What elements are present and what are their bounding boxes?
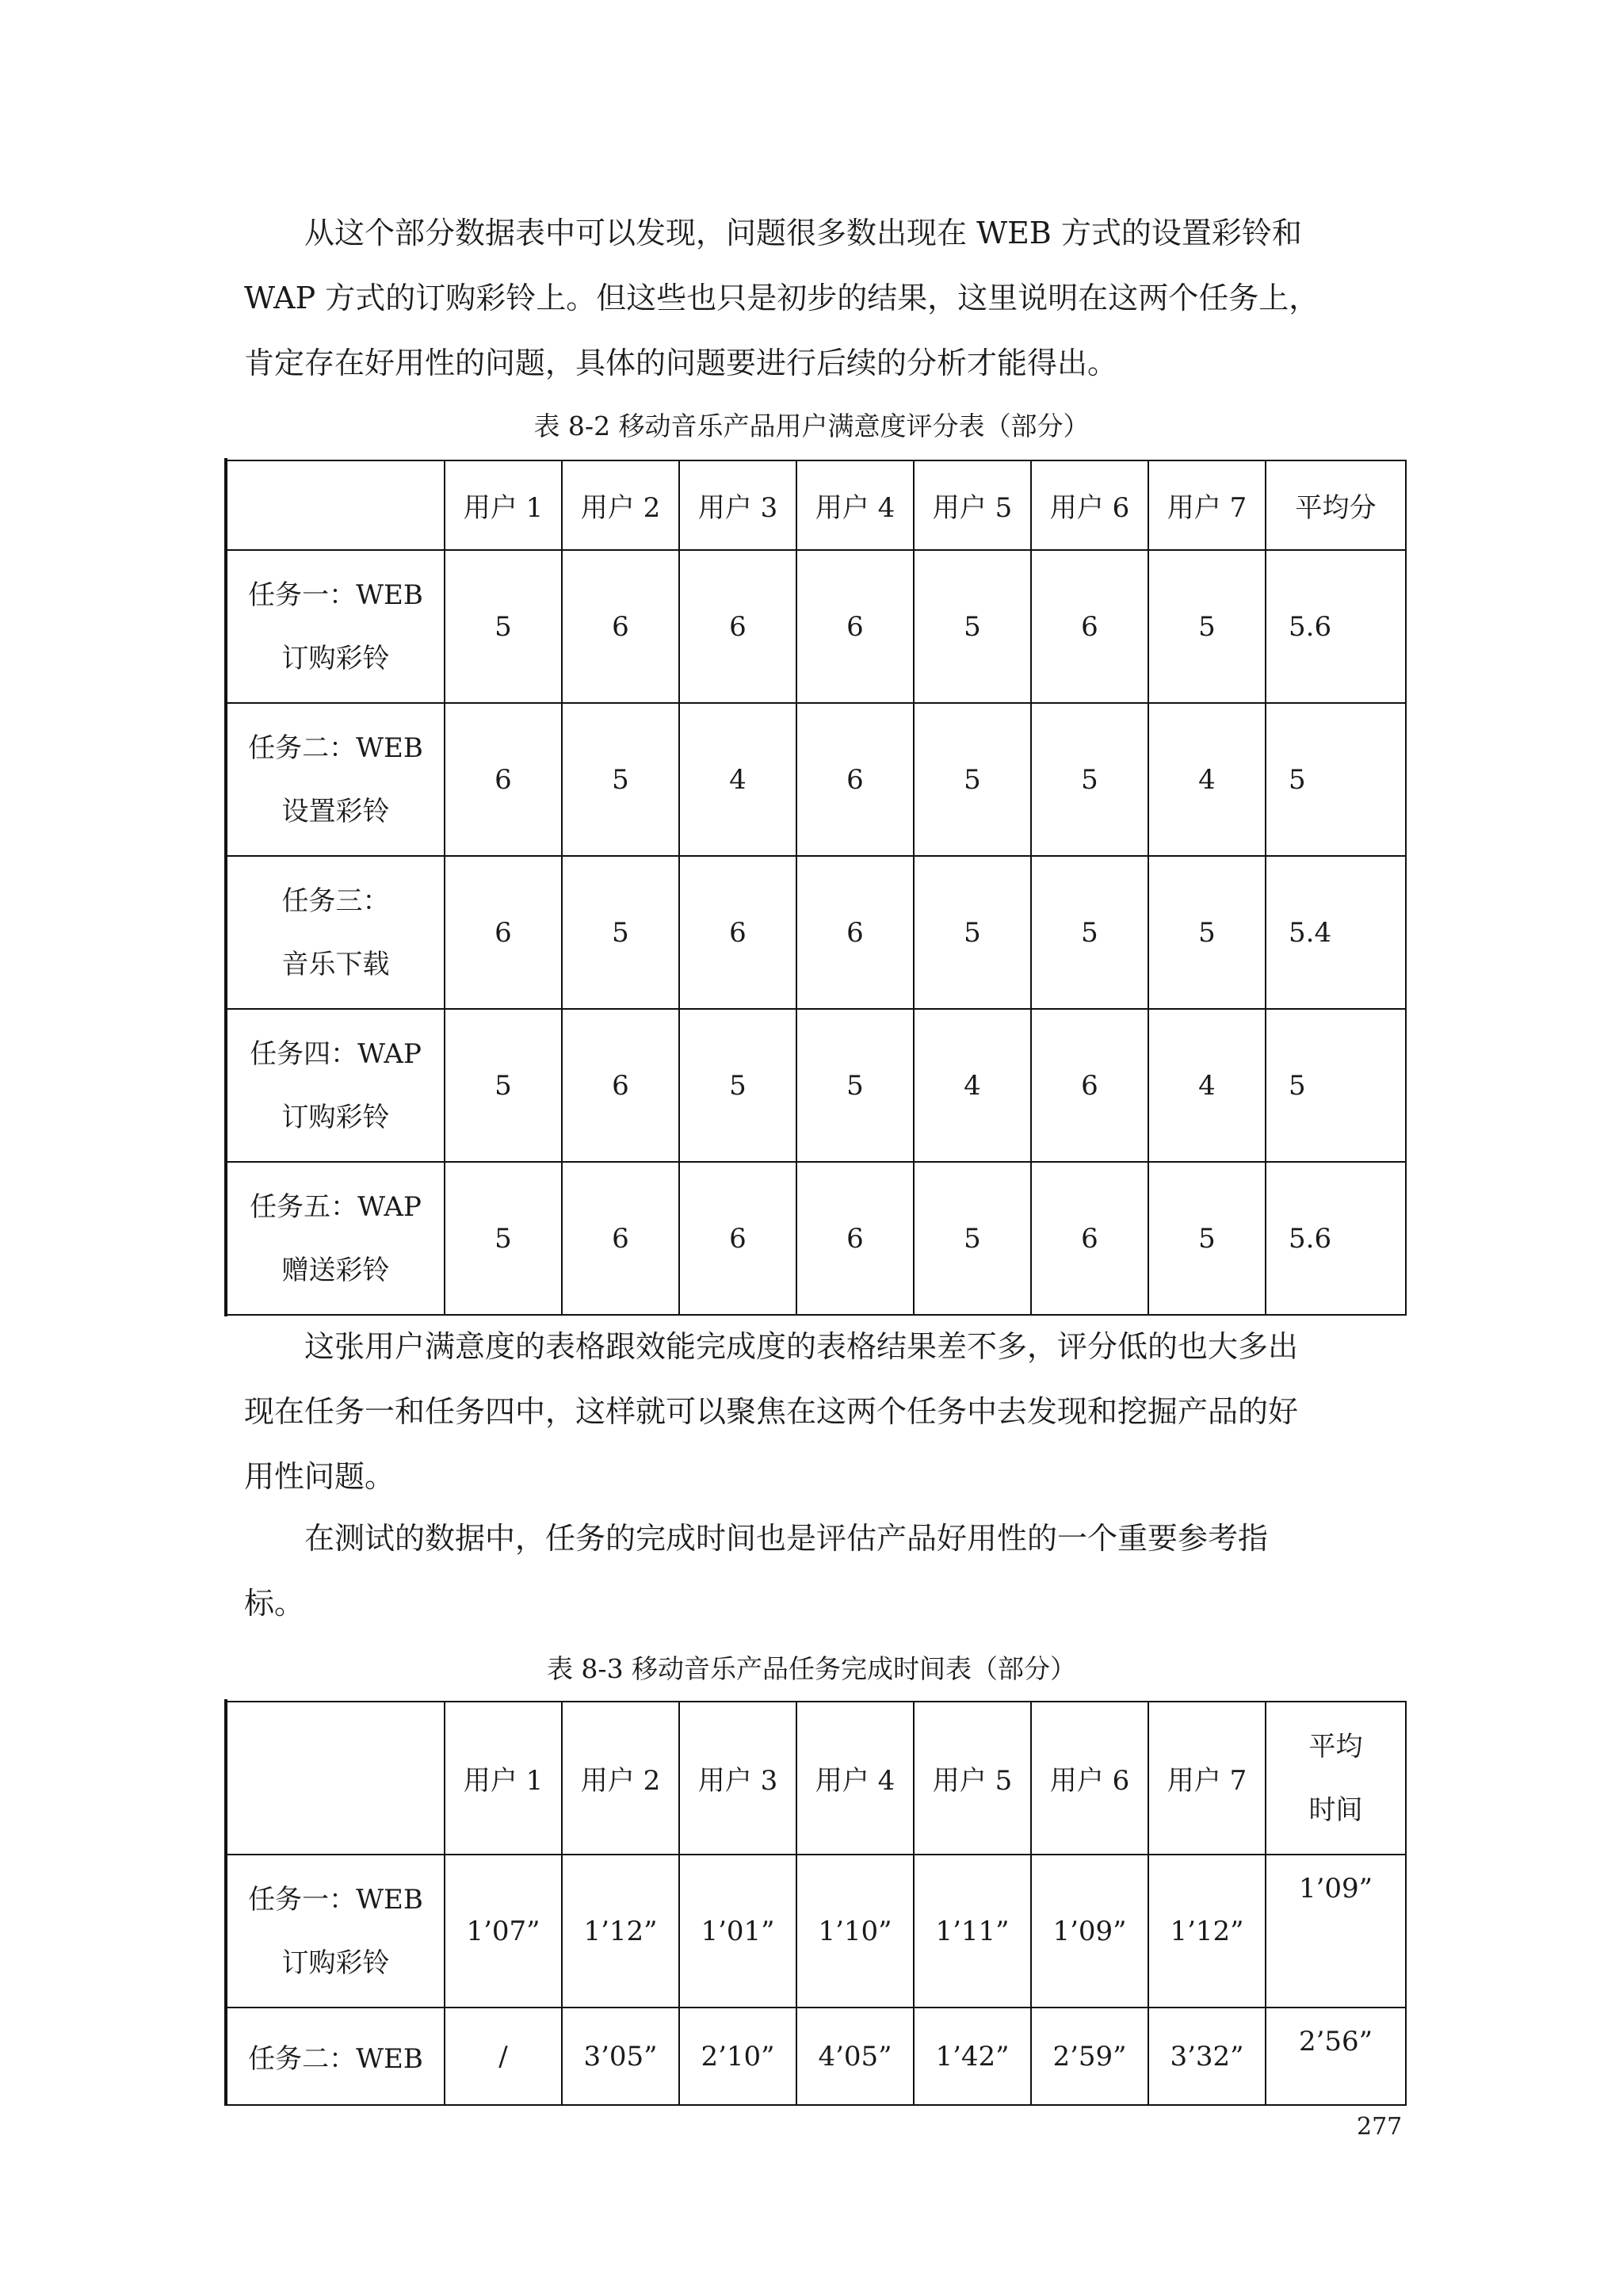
header-cell: 用户 7	[1148, 460, 1266, 550]
task-cell	[227, 550, 445, 703]
header-cell: 用户 2	[562, 1702, 679, 1855]
score-cell: 4	[1148, 1009, 1266, 1162]
score-cell: 4	[1148, 703, 1266, 856]
score-cell: 5	[914, 856, 1031, 1009]
score-cell: 6	[562, 1162, 679, 1315]
header-cell	[227, 460, 445, 550]
header-cell: 用户 3	[679, 460, 796, 550]
time-cell: 1’01”	[679, 1855, 796, 2008]
time-cell: 1’09”	[1031, 1855, 1148, 2008]
task-label: 订购彩铃	[281, 1946, 390, 1979]
time-cell: 1’12”	[562, 1855, 679, 2008]
table-row	[227, 1009, 1406, 1162]
table-row	[227, 703, 1406, 856]
average-cell: 5.4	[1266, 856, 1406, 1009]
table-left-rule	[224, 458, 227, 1316]
header-cell	[227, 1702, 445, 1855]
task-cell	[227, 1009, 445, 1162]
time-cell: 1’12”	[1148, 1855, 1266, 2008]
paragraph-2	[244, 1314, 1393, 1509]
paragraph-3	[244, 1506, 1393, 1636]
average-cell: 5.6	[1266, 1162, 1406, 1315]
header-label: 平均	[1308, 1730, 1363, 1763]
score-cell: 5	[445, 550, 562, 703]
score-cell: 6	[679, 1162, 796, 1315]
score-cell: 5	[445, 1162, 562, 1315]
task-cell	[227, 2008, 445, 2105]
score-cell: 4	[914, 1009, 1031, 1162]
header-cell: 用户 4	[796, 460, 914, 550]
header-cell: 用户 6	[1031, 1702, 1148, 1855]
time-cell: 1’11”	[914, 1855, 1031, 2008]
time-cell: 3’32”	[1148, 2008, 1266, 2105]
task-cell	[227, 856, 445, 1009]
table-row	[227, 1855, 1406, 2008]
task-label: 任务一：WEB	[248, 1883, 423, 1916]
score-cell: 6	[1031, 1009, 1148, 1162]
paragraph-line: 肯定存在好用性的问题，具体的问题要进行后续的分析才能得出。	[244, 346, 1118, 380]
header-cell: 用户 1	[445, 1702, 562, 1855]
task-cell	[227, 1162, 445, 1315]
time-cell: 3’05”	[562, 2008, 679, 2105]
score-cell: 5	[914, 550, 1031, 703]
page-number: 277	[1357, 2113, 1403, 2141]
task-label: 赠送彩铃	[281, 1254, 390, 1286]
paragraph-line: 从这个部分数据表中可以发现，问题很多数出现在 WEB 方式的设置彩铃和	[304, 216, 1302, 250]
average-cell: 5	[1266, 1009, 1406, 1162]
header-cell: 用户 5	[914, 460, 1031, 550]
average-cell: 2’56”	[1266, 2008, 1406, 2105]
score-cell: 5	[796, 1009, 914, 1162]
table-caption: 表 8-2 移动音乐产品用户满意度评分表（部分）	[533, 411, 1090, 441]
paragraph-line: 标。	[244, 1586, 305, 1621]
paragraph-1	[244, 201, 1393, 395]
table-row	[227, 1162, 1406, 1315]
paragraph-line: 现在任务一和任务四中，这样就可以聚焦在这两个任务中去发现和挖掘产品的好	[244, 1394, 1299, 1429]
time-cell: /	[445, 2008, 562, 2105]
time-cell: 1’07”	[445, 1855, 562, 2008]
time-cell: 1’10”	[796, 1855, 914, 2008]
score-cell: 6	[562, 550, 679, 703]
header-cell: 用户 7	[1148, 1702, 1266, 1855]
score-cell: 5	[1031, 703, 1148, 856]
paragraph-line: 在测试的数据中，任务的完成时间也是评估产品好用性的一个重要参考指	[304, 1521, 1269, 1556]
satisfaction-table	[226, 460, 1407, 1316]
header-cell: 平均分	[1266, 460, 1406, 550]
task-label: 任务三：	[281, 884, 390, 917]
paragraph-line: 这张用户满意度的表格跟效能完成度的表格结果差不多，评分低的也大多出	[304, 1329, 1299, 1364]
score-cell: 6	[796, 1162, 914, 1315]
score-cell: 5	[679, 1009, 796, 1162]
table-caption: 表 8-3 移动音乐产品任务完成时间表（部分）	[546, 1653, 1077, 1684]
score-cell: 4	[679, 703, 796, 856]
table-row	[227, 2008, 1406, 2105]
paragraph-line: WAP 方式的订购彩铃上。但这些也只是初步的结果，这里说明在这两个任务上，	[244, 281, 1319, 315]
score-cell: 5	[1031, 856, 1148, 1009]
score-cell: 6	[796, 550, 914, 703]
score-cell: 5	[1148, 1162, 1266, 1315]
score-cell: 5	[914, 703, 1031, 856]
score-cell: 5	[914, 1162, 1031, 1315]
completion-time-table	[226, 1701, 1407, 2106]
task-cell	[227, 1855, 445, 2008]
task-label: 任务四：WAP	[250, 1037, 422, 1070]
task-label: 音乐下载	[281, 948, 390, 980]
score-cell: 5	[562, 856, 679, 1009]
task-label: 订购彩铃	[281, 1101, 390, 1133]
table-header-row	[227, 1702, 1406, 1855]
task-label: 任务二：WEB	[248, 732, 423, 764]
header-cell: 用户 1	[445, 460, 562, 550]
score-cell: 5	[1148, 856, 1266, 1009]
header-cell: 用户 4	[796, 1702, 914, 1855]
task-label: 订购彩铃	[281, 642, 390, 674]
score-cell: 6	[445, 856, 562, 1009]
table-row	[227, 856, 1406, 1009]
score-cell: 6	[562, 1009, 679, 1162]
score-cell: 5	[562, 703, 679, 856]
header-cell: 用户 5	[914, 1702, 1031, 1855]
average-cell: 5	[1266, 703, 1406, 856]
header-cell: 用户 2	[562, 460, 679, 550]
score-cell: 6	[445, 703, 562, 856]
task-label: 任务五：WAP	[250, 1190, 422, 1223]
task-cell	[227, 703, 445, 856]
task-label: 任务二：WEB	[248, 2043, 423, 2075]
header-cell: 用户 6	[1031, 460, 1148, 550]
paragraph-line: 用性问题。	[244, 1459, 395, 1494]
time-cell: 2’10”	[679, 2008, 796, 2105]
score-cell: 6	[1031, 550, 1148, 703]
score-cell: 6	[679, 550, 796, 703]
time-cell: 4’05”	[796, 2008, 914, 2105]
table-header-row	[227, 460, 1406, 550]
header-label: 时间	[1308, 1794, 1363, 1826]
average-cell: 5.6	[1266, 550, 1406, 703]
task-label: 任务一：WEB	[248, 579, 423, 611]
score-cell: 6	[1031, 1162, 1148, 1315]
score-cell: 6	[679, 856, 796, 1009]
score-cell: 5	[1148, 550, 1266, 703]
time-cell: 1’42”	[914, 2008, 1031, 2105]
table-row	[227, 550, 1406, 703]
score-cell: 6	[796, 856, 914, 1009]
score-cell: 5	[445, 1009, 562, 1162]
average-cell: 1’09”	[1266, 1855, 1406, 2008]
score-cell: 6	[796, 703, 914, 856]
task-label: 设置彩铃	[281, 795, 390, 827]
header-cell: 用户 3	[679, 1702, 796, 1855]
header-cell-average	[1266, 1702, 1406, 1855]
table-left-rule	[224, 1699, 227, 2106]
time-cell: 2’59”	[1031, 2008, 1148, 2105]
